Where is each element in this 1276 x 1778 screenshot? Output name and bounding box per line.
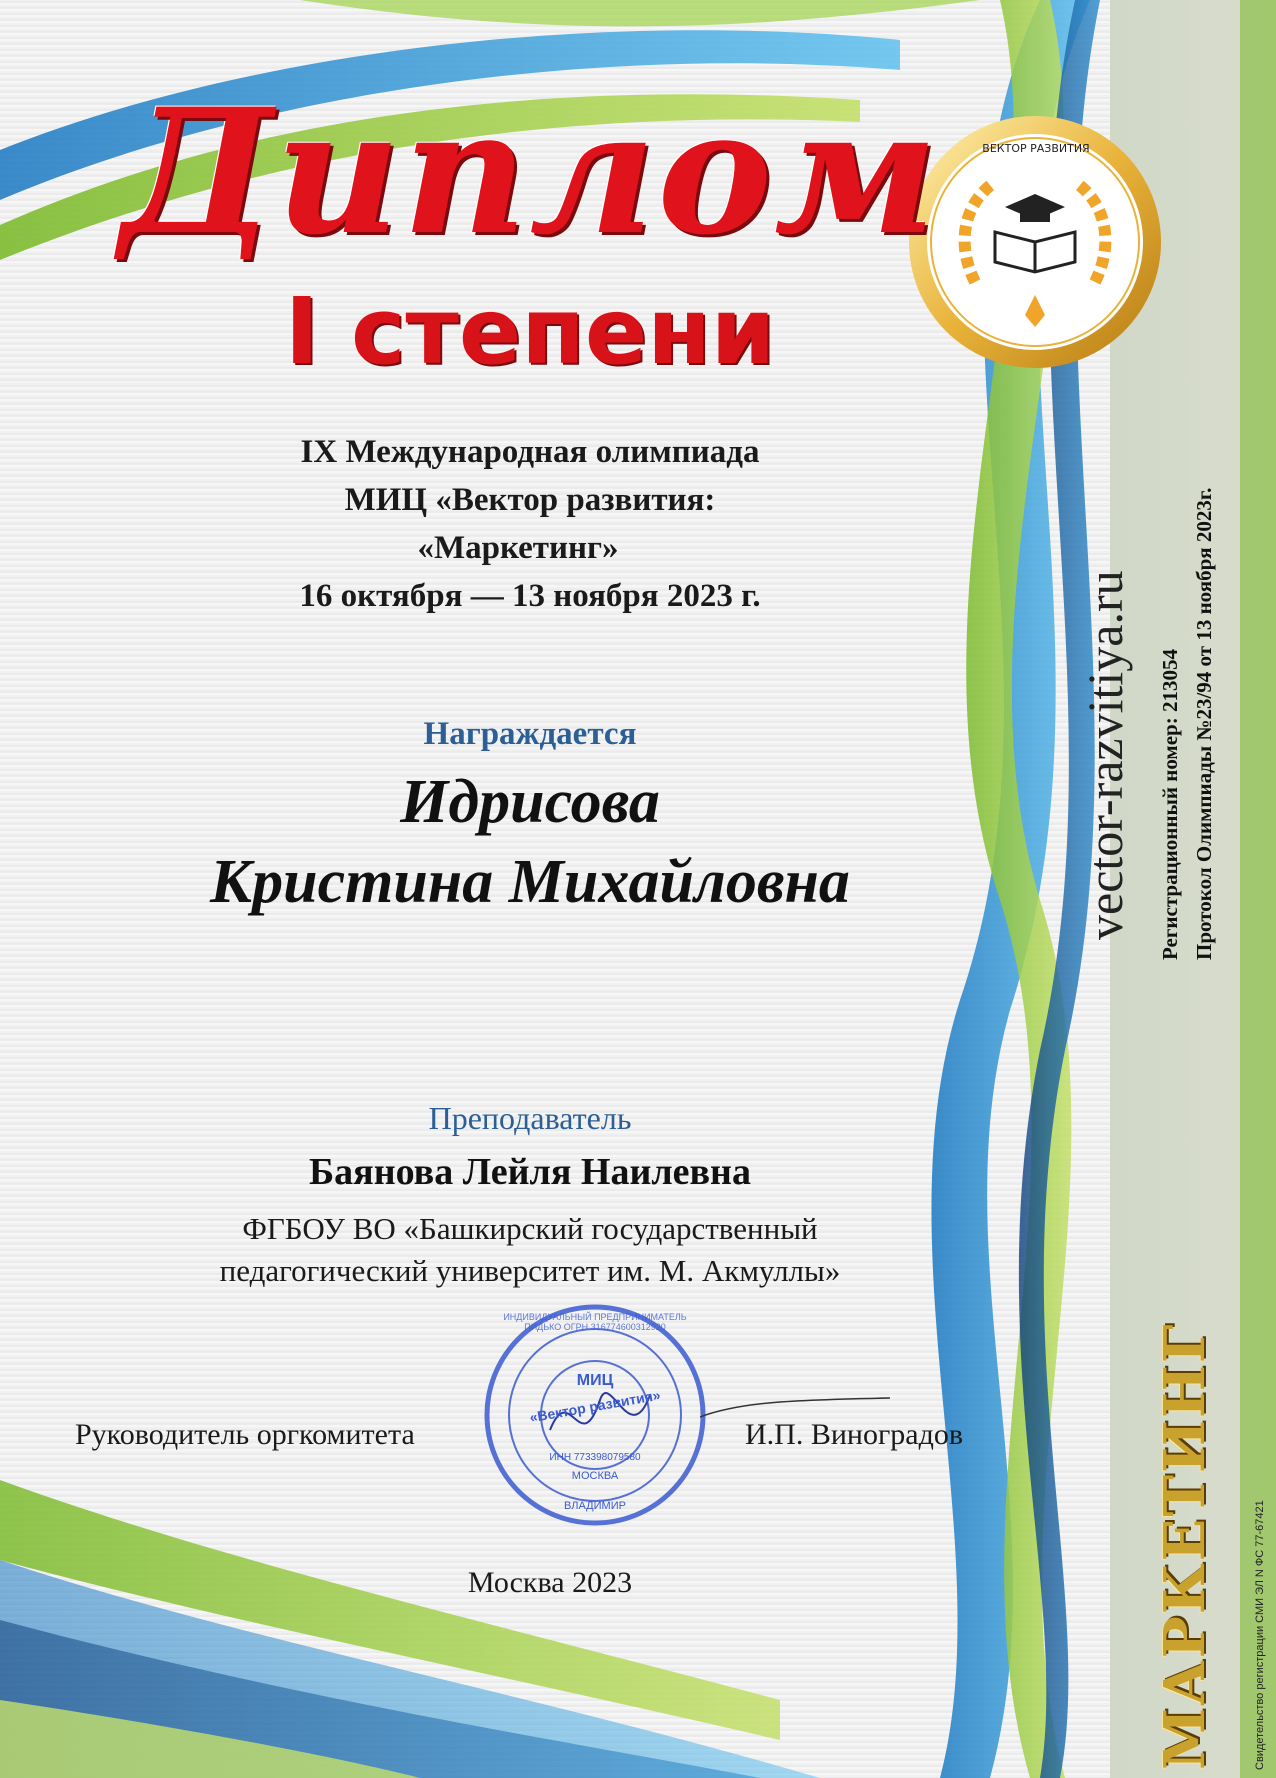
organization-stamp [480, 1300, 710, 1530]
stamp-inn: ИНН 773398079580 [549, 1452, 641, 1463]
event-line-3: «Маркетинг» [417, 530, 619, 566]
recipient-given-names: Кристина Михайловна [210, 848, 850, 916]
protocol-info: Протокол Олимпиады №23/94 от 13 ноября 2023г. [1192, 487, 1216, 960]
event-line-1: IX Международная олимпиада [300, 434, 760, 470]
stamp-center-top: МИЦ [576, 1372, 614, 1389]
signature-left-label: Руководитель оргкомитета [75, 1418, 415, 1451]
event-line-2: МИЦ «Вектор развития: [344, 482, 716, 518]
signature-scribble [700, 1392, 890, 1422]
stamp-city: МОСКВА [571, 1470, 619, 1482]
media-certificate: Свидетельство регистрации СМИ ЭЛ N ФС 77-67421 [1254, 1500, 1266, 1770]
logo-text: ВЕКТОР РАЗВИТИЯ [982, 142, 1090, 155]
teacher-name: Баянова Лейля Наилевна [309, 1151, 751, 1193]
signature-right-name: И.П. Виноградов [745, 1418, 963, 1451]
event-dates: 16 октября — 13 ноября 2023 г. [299, 578, 761, 614]
diploma-title: Диплом [120, 70, 940, 273]
city-year: Москва 2023 [467, 1566, 633, 1599]
website-url: vector-razvitiya.ru [1077, 570, 1133, 940]
stamp-outer-text: ИНДИВИДУАЛЬНЫЙ ПРЕДПРИНИМАТЕЛЬ ПИДЬКО ОГРН 316774600312920 [503, 1312, 687, 1332]
recipient-surname: Идрисова [400, 768, 660, 836]
subject-title: МАРКЕТИНГ [1152, 1322, 1218, 1770]
stamp-center-main: «Вектор развития» [528, 1386, 662, 1426]
institution-line-1: ФГБОУ ВО «Башкирский государственный [242, 1211, 818, 1246]
teacher-label: Преподаватель [428, 1100, 632, 1136]
diploma-degree: I степени [284, 278, 776, 385]
awarded-label: Награждается [423, 716, 637, 752]
stamp-bottom: ВЛАДИМИР [564, 1500, 626, 1512]
institution-line-2: педагогический университет им. М. Акмуллы» [219, 1253, 841, 1288]
registration-number: Регистрационный номер: 213054 [1158, 649, 1182, 960]
